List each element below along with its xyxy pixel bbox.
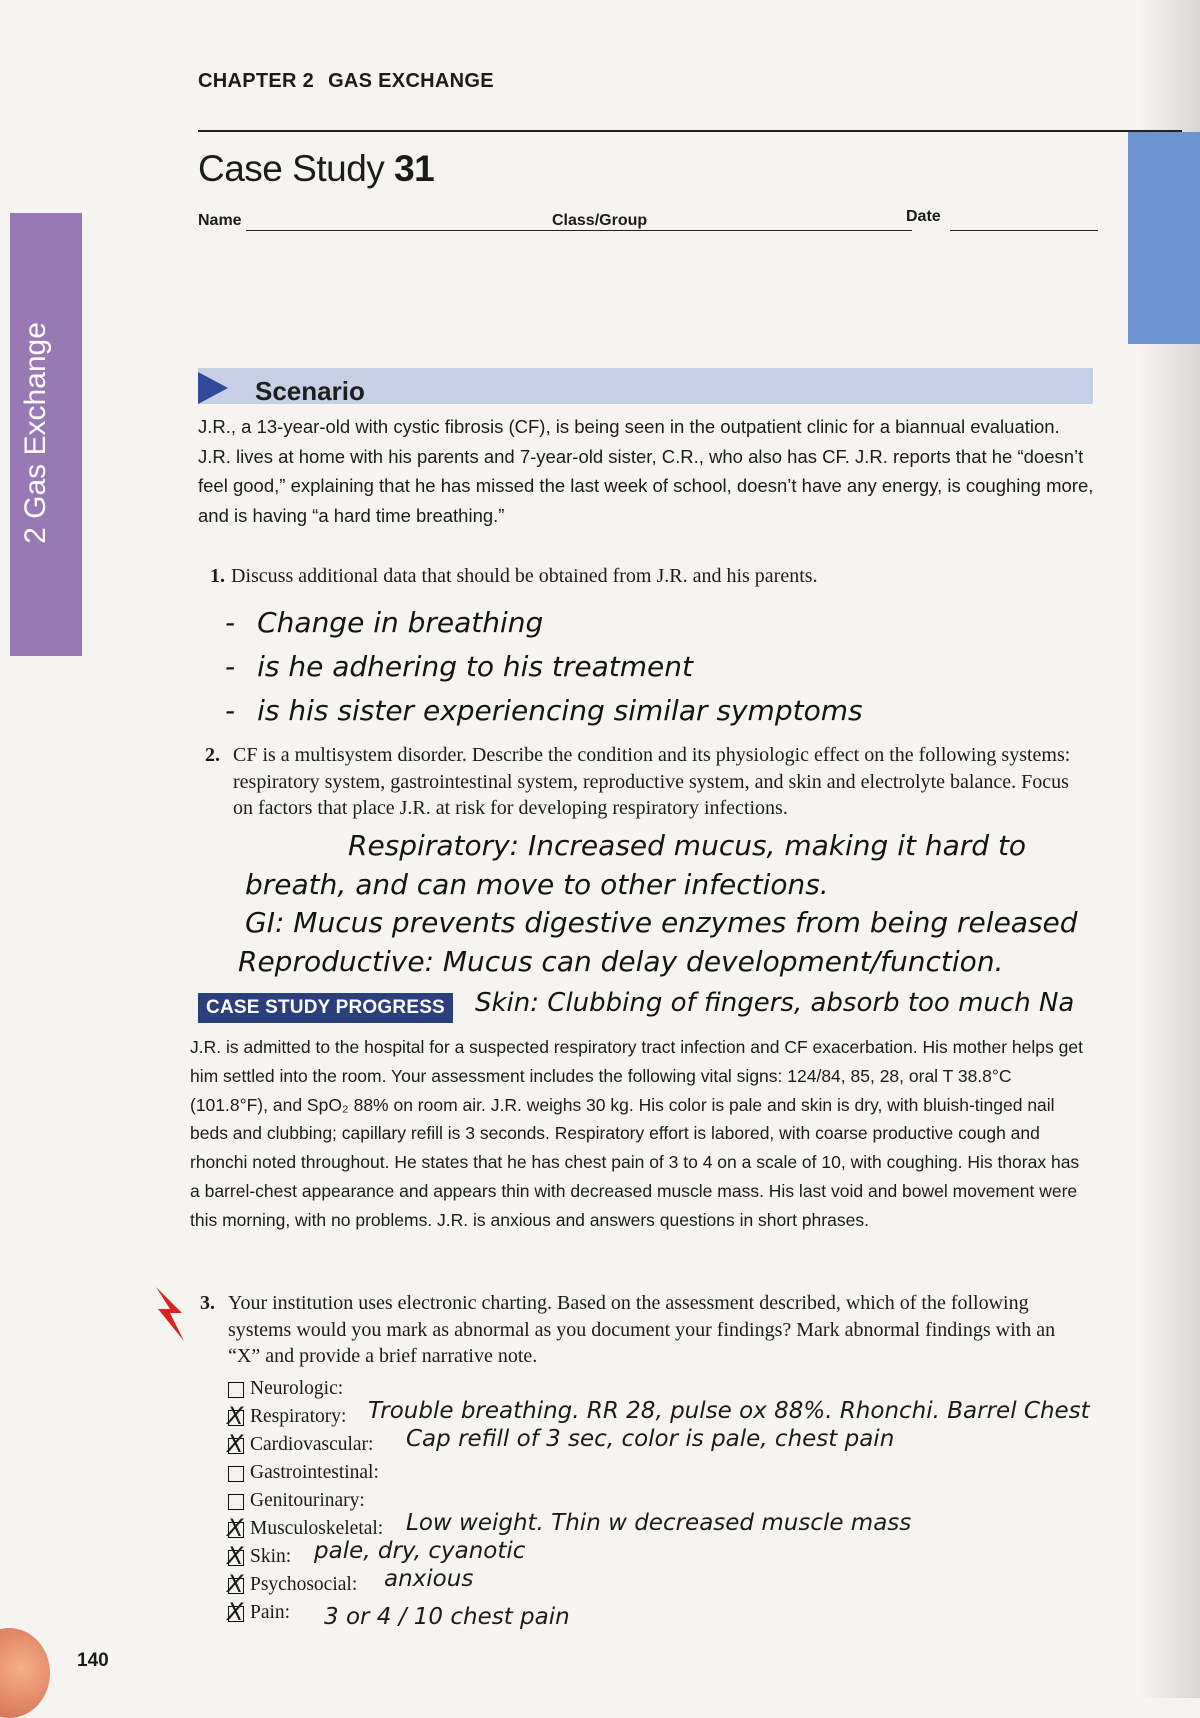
checkbox[interactable] [227,1430,244,1458]
question-number: 1. [210,565,225,587]
header-rule [198,130,1182,132]
question-2 [205,742,1085,822]
narrative-note: anxious [384,1566,474,1592]
name-label: Name [198,212,242,229]
answer-2-line-2: breath, and can move to other infections. [245,868,829,901]
scenario-text: J.R., a 13-year-old with cystic fibrosis (CF), is being seen in the outpatient clinic for a biannual evaluation. J.R. lives at home with his parents and 7-year-old sister, C.R., who also has CF. J.R. reports that he “doesn’t feel good,” explaining that he has missed the last week of school, doesn’t have any energy, is coughing more, and is having “a hard time breathing.” [198,416,1094,526]
question-1 [210,563,1090,590]
check-mark: X [227,1570,244,1598]
class-group-label: Class/Group [552,212,648,229]
question-text: CF is a multisystem disorder. Describe the condition and its physiologic effect on the following systems: respiratory system, gastrointestinal system, reproductive system, and skin and electrolyte balance. Focus on factors that place J.R. at risk for developing respiratory infections. [233,744,1071,819]
question-number: 2. [205,744,220,766]
answer-2-line-3: GI: Mucus prevents digestive enzymes from being released [245,906,1078,939]
check-mark: X [227,1514,244,1542]
student-info-row [198,208,1098,236]
chapter-number: CHAPTER 2 [198,70,315,92]
question-3 [200,1290,1080,1370]
checkbox[interactable] [228,1382,244,1398]
checkbox[interactable] [227,1542,244,1570]
case-study-progress-badge: CASE STUDY PROGRESS [198,993,453,1023]
case-study-progress-text: J.R. is admitted to the hospital for a suspected respiratory tract infection and CF exacerbation. His mother helps get him settled into the room. Your assessment includes the following vital signs: 124/84, 85, 28, oral T 38.8°C (101.8°F), and SpO₂ 88% on room air. J.R. weighs 30 kg. His color is pale and skin is dry, with bluish-tinged nail beds and clubbing; capillary refill is 3 seconds. Respiratory effort is labored, with coarse productive cough and rhonchi noted throughout. He states that he has chest pain of 3 to 4 on a scale of 10, with coughing. His thorax has a barrel-chest appearance and appears thin with decreased muscle mass. His last void and bowel movement were this morning, with no problems. J.R. is anxious and answers questions in short phrases. [190,1037,1083,1230]
checkbox[interactable] [228,1466,244,1482]
checkbox[interactable] [228,1494,244,1510]
narrative-note: Cap refill of 3 sec, color is pale, chest pain [406,1426,895,1452]
answer-2-line-1: Respiratory: Increased mucus, making it hard to [348,829,1027,862]
class-group-field[interactable] [644,230,912,231]
page-edge-tab [1128,132,1200,344]
answer-1-line-2: - is he adhering to his treatment [225,650,693,683]
narrative-note: Trouble breathing. RR 28, pulse ox 88%. Rhonchi. Barrel Chest [368,1398,1090,1424]
checkbox[interactable] [227,1570,244,1598]
checkbox[interactable] [227,1514,244,1542]
chapter-header [198,70,508,93]
date-label: Date [906,208,941,225]
answer-1-line-1: - Change in breathing [225,606,544,639]
check-mark: X [227,1598,244,1626]
answer-2-line-5: Skin: Clubbing of fingers, absorb too much Na [475,988,1075,1018]
chapter-side-tab-label: 2 Gas Exchange [19,322,52,544]
checkbox[interactable] [227,1598,244,1626]
lightning-icon [152,1285,188,1343]
chapter-title: GAS EXCHANGE [328,70,494,92]
case-study-label: Case Study [198,148,385,189]
answer-2-line-4: Reproductive: Mucus can delay development/function. [238,945,1004,978]
date-field[interactable] [950,230,1098,231]
question-number: 3. [200,1292,215,1314]
check-mark: X [227,1402,244,1430]
narrative-note: 3 or 4 / 10 chest pain [324,1604,570,1630]
scenario-arrow-icon [198,372,228,404]
checkbox[interactable] [227,1402,244,1430]
thumb-photo-artifact [0,1628,50,1718]
case-study-title [198,148,434,190]
question-text: Discuss additional data that should be obtained from J.R. and his parents. [231,565,818,587]
check-mark: X [227,1430,244,1458]
scenario-title: Scenario [255,376,365,406]
question-text: Your institution uses electronic charting. Based on the assessment described, which of the following systems would you mark as abnormal as you document your findings? Mark abnormal findings with an “X” and provide a brief narrative note. [228,1292,1056,1367]
narrative-note: Low weight. Thin w decreased muscle mass [406,1510,912,1536]
page-number: 140 [77,1650,109,1671]
check-mark: X [227,1542,244,1570]
answer-1-line-3: - is his sister experiencing similar symptoms [225,694,863,727]
narrative-note: pale, dry, cyanotic [314,1538,526,1564]
case-study-number: 31 [394,148,435,189]
